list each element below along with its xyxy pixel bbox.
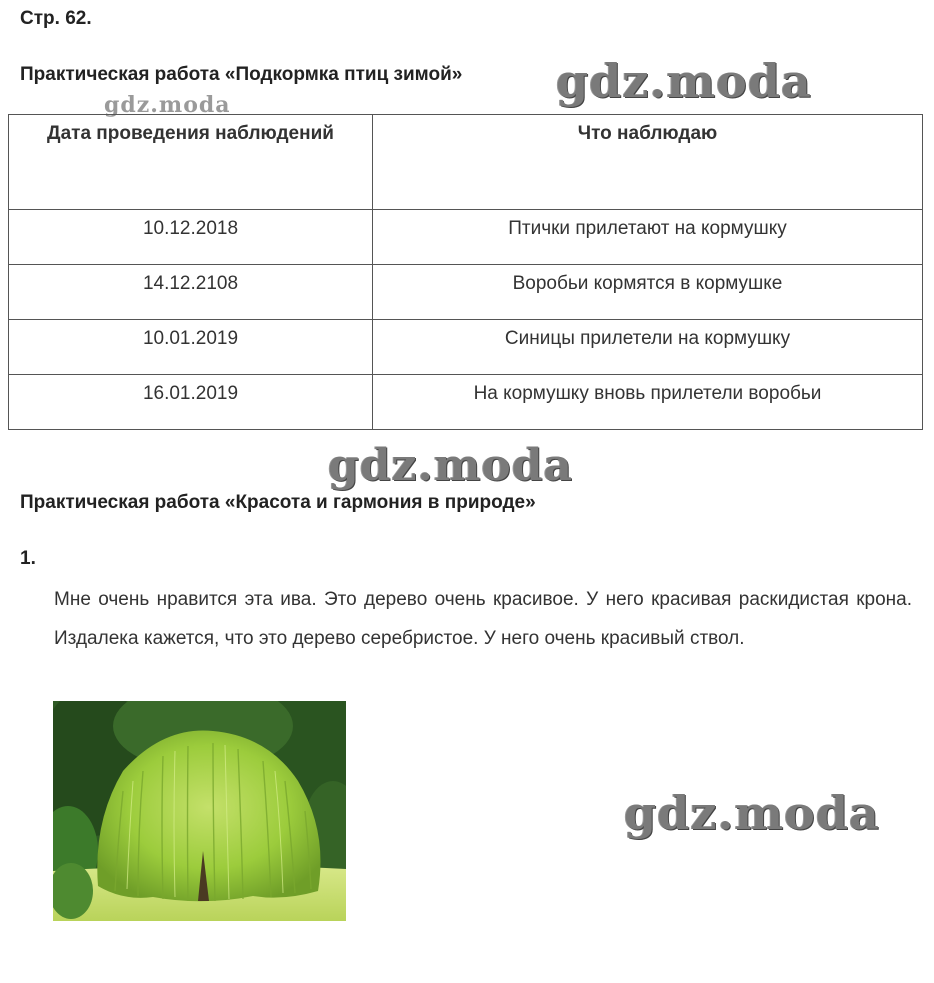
observation-cell: Синицы прилетели на кормушку	[373, 320, 923, 375]
page-reference: Стр. 62.	[20, 8, 92, 29]
watermark: gdz.moda	[556, 54, 812, 108]
header-observation: Что наблюдаю	[373, 115, 923, 210]
watermark: gdz.moda	[624, 786, 880, 840]
table-row	[9, 210, 923, 265]
header-date: Дата проведения наблюдений	[9, 115, 373, 210]
date-cell: 10.01.2019	[9, 320, 373, 375]
watermark: gdz.moda	[104, 92, 231, 118]
date-cell: 10.12.2018	[9, 210, 373, 265]
table-row	[9, 320, 923, 375]
item-number: 1.	[20, 548, 36, 569]
observation-cell: На кормушку вновь прилетели воробьи	[373, 375, 923, 430]
date-cell: 14.12.2108	[9, 265, 373, 320]
observation-cell: Птички прилетают на кормушку	[373, 210, 923, 265]
description-paragraph: Мне очень нравится эта ива. Это дерево очень красивое. У него красивая раскидистая крона. Издалека кажется, что это дерево серебристое. У него очень красивый ствол.	[54, 589, 912, 649]
watermark: gdz.moda	[328, 440, 574, 491]
willow-tree-photo	[53, 701, 346, 921]
observation-table	[8, 114, 923, 430]
table-row	[9, 375, 923, 430]
table-row	[9, 265, 923, 320]
table-header-row	[9, 115, 923, 210]
date-cell: 16.01.2019	[9, 375, 373, 430]
section-title-nature-beauty: Практическая работа «Красота и гармония в природе»	[20, 492, 536, 513]
observation-cell: Воробьи кормятся в кормушке	[373, 265, 923, 320]
section-title-bird-feeding: Практическая работа «Подкормка птиц зимой»	[20, 64, 463, 85]
